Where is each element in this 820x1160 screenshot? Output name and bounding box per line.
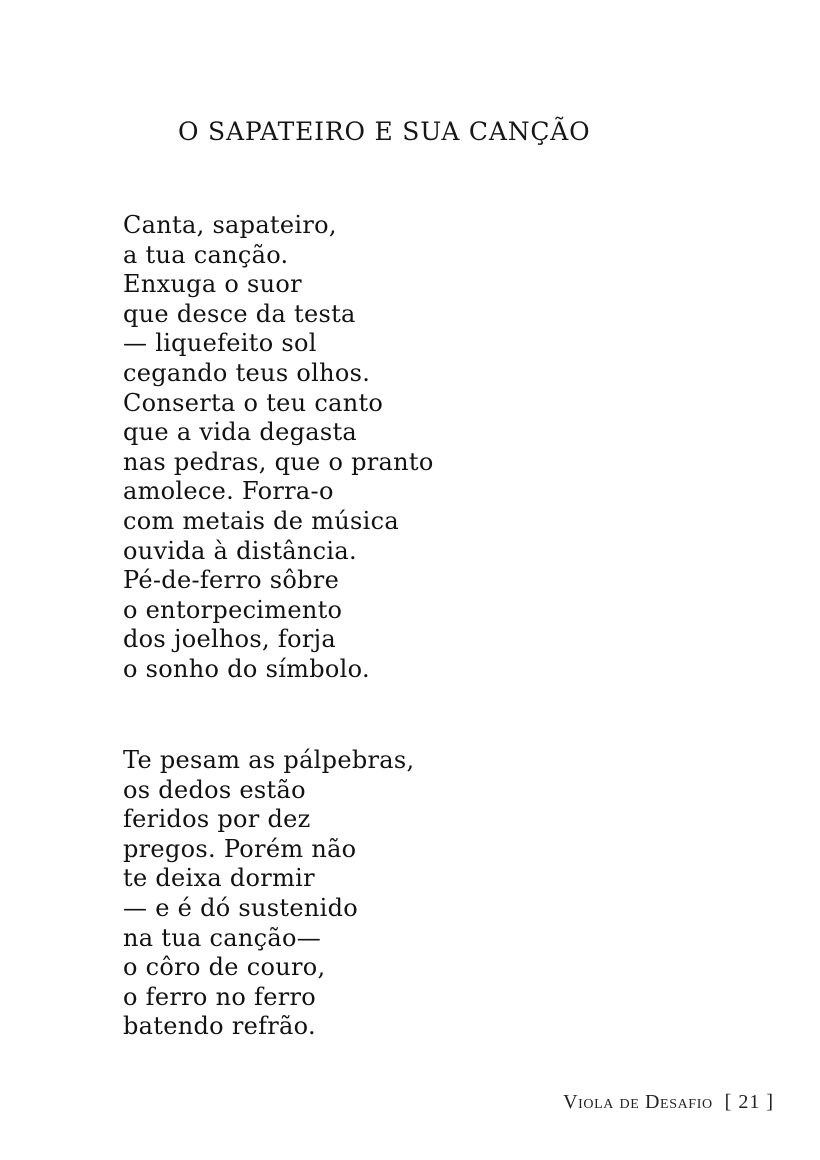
poem-line: que desce da testa <box>123 299 356 328</box>
poem-line: — e é dó sustenido <box>123 893 359 922</box>
poem-line: amolece. Forra-o <box>123 477 334 506</box>
page-footer <box>563 1088 774 1116</box>
poem-line: o ferro no ferro <box>123 982 317 1011</box>
poem-line: — liquefeito sol <box>123 329 317 358</box>
poem-line: te deixa dormir <box>123 864 315 893</box>
poem-line: o sonho do símbolo. <box>123 654 370 683</box>
poem-stanza-1 <box>123 211 434 685</box>
poem-line: Pé-de-ferro sôbre <box>123 566 340 595</box>
poem-line: nas pedras, que o pranto <box>123 447 434 476</box>
poem-line: ouvida à distância. <box>123 536 357 565</box>
poem-line: batendo refrão. <box>123 1012 316 1041</box>
poem-line: a tua canção. <box>123 240 289 269</box>
poem-title: O SAPATEIRO E SUA CANÇÃO <box>178 117 591 146</box>
poem-line: o entorpecimento <box>123 595 343 624</box>
poem-line: os dedos estão <box>123 775 306 804</box>
poem-line: dos joelhos, forja <box>123 625 336 654</box>
poem-stanza-2 <box>123 746 414 1042</box>
poem-line: cegando teus olhos. <box>123 358 371 387</box>
poem-line: feridos por dez <box>123 805 311 834</box>
poem-line: Conserta o teu canto <box>123 388 384 417</box>
poem-line: que a vida degasta <box>123 418 358 447</box>
poem-line: o côro de couro, <box>123 953 326 982</box>
poem-line: Te pesam as pálpebras, <box>123 746 415 774</box>
poem-line: na tua canção— <box>123 923 322 952</box>
poem-line: com metais de música <box>123 506 399 535</box>
book-title: Viola de Desafio <box>563 1091 713 1113</box>
poem-line: Enxuga o suor <box>123 270 302 299</box>
page-number: [ 21 ] <box>724 1091 774 1113</box>
poem-line: pregos. Porém não <box>123 834 357 863</box>
poem-line: Canta, sapateiro, <box>123 211 337 239</box>
